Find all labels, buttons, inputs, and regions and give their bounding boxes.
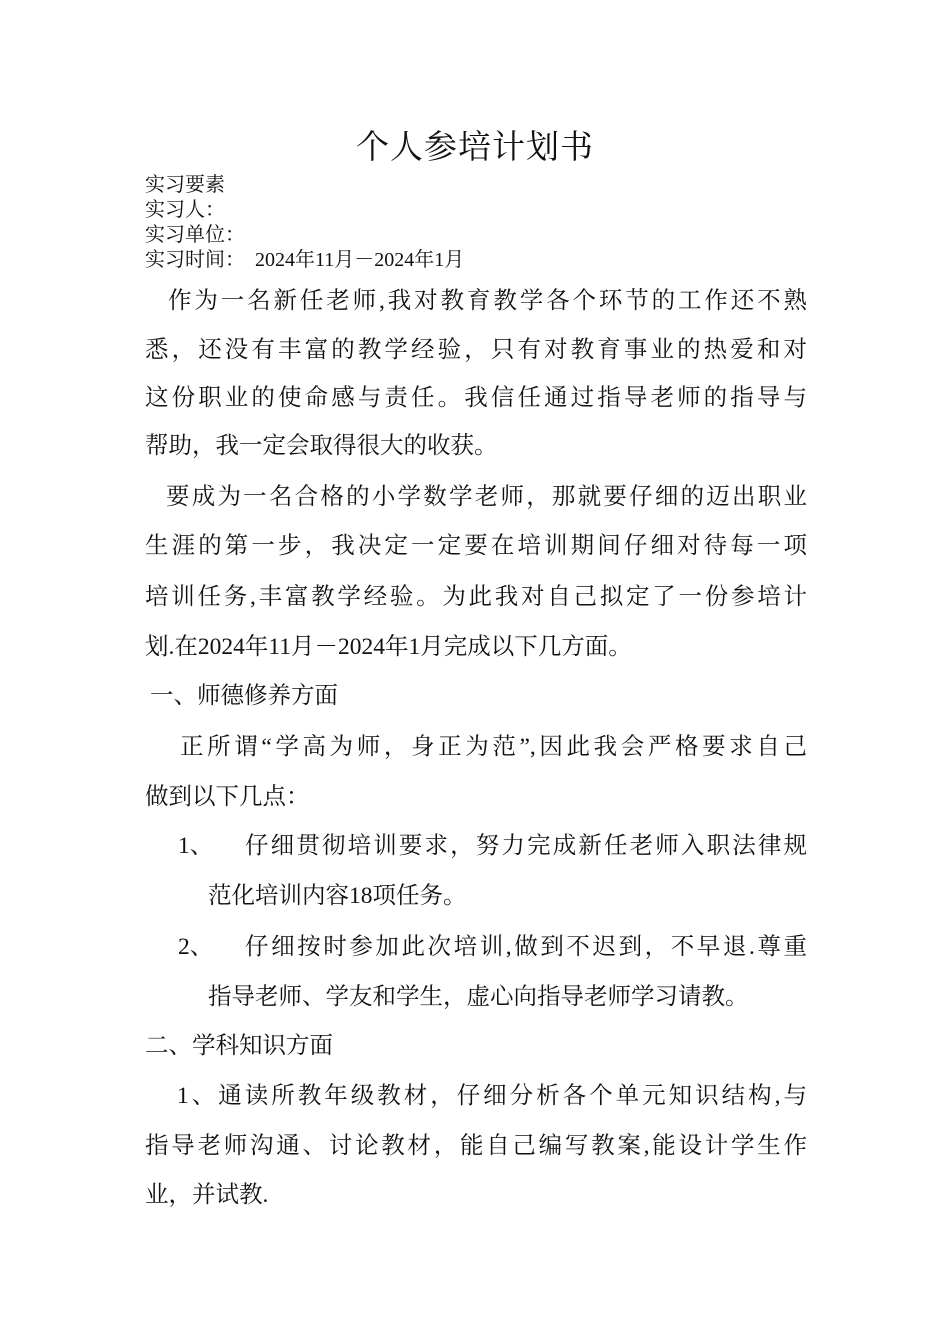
intro-p2-line: 生涯的第一步，我决定一定要在培训期间仔细对待每一项 [145,533,807,559]
list-item-text: 仔细按时参加此次培训,做到不迟到，不早退.尊重 [245,934,807,960]
intro-p2-line: 培训任务,丰富教学经验。为此我对自己拟定了一份参培计 [145,584,807,610]
intro-p1-line: 作为一名新任老师,我对教育教学各个环节的工作还不熟 [168,288,807,314]
section1-heading: 一、师德修养方面 [150,683,338,709]
intro-p2-line: 划.在2024年11月－2024年1月完成以下几方面。 [145,634,632,660]
section1-intro-line: 做到以下几点： [145,784,310,810]
intro-p2-line: 要成为一名合格的小学数学老师，那就要仔细的迈出职业 [166,484,807,510]
section2-p1-line: 1、通读所教年级教材，仔细分析各个单元知识结构,与 [177,1083,807,1109]
document-title: 个人参培计划书 [356,130,594,166]
intro-p1-line: 帮助，我一定会取得很大的收获。 [145,433,498,459]
section2-heading: 二、学科知识方面 [145,1033,333,1059]
meta-time-value: 2024年11月－2024年1月 [255,249,465,271]
list-item-text: 指导老师、学友和学生，虚心向指导老师学习请教。 [208,984,749,1010]
section2-p1-line: 指导老师沟通、讨论教材，能自己编写教案,能设计学生作 [145,1133,807,1159]
list-item-number: 1、 [178,833,214,859]
list-item-text: 范化培训内容18项任务。 [208,883,467,909]
meta-time-label: 实习时间： [145,249,245,271]
intro-p1-line: 这份职业的使命感与责任。我信任通过指导老师的指导与 [145,385,807,411]
list-item-number: 2、 [178,934,214,960]
meta-time-row [145,248,825,272]
section1-intro-line: 正所谓“学高为师，身正为范”,因此我会严格要求自己 [180,734,807,760]
intro-p1-line: 悉，还没有丰富的教学经验，只有对教育事业的热爱和对 [145,337,807,363]
meta-unit-label: 实习单位： [145,224,245,246]
section2-p1-line: 业，并试教. [145,1182,269,1208]
meta-intern-label: 实习人： [145,199,225,221]
list-item-text: 仔细贯彻培训要求，努力完成新任老师入职法律规 [245,833,807,859]
meta-section-label: 实习要素 [145,174,225,196]
